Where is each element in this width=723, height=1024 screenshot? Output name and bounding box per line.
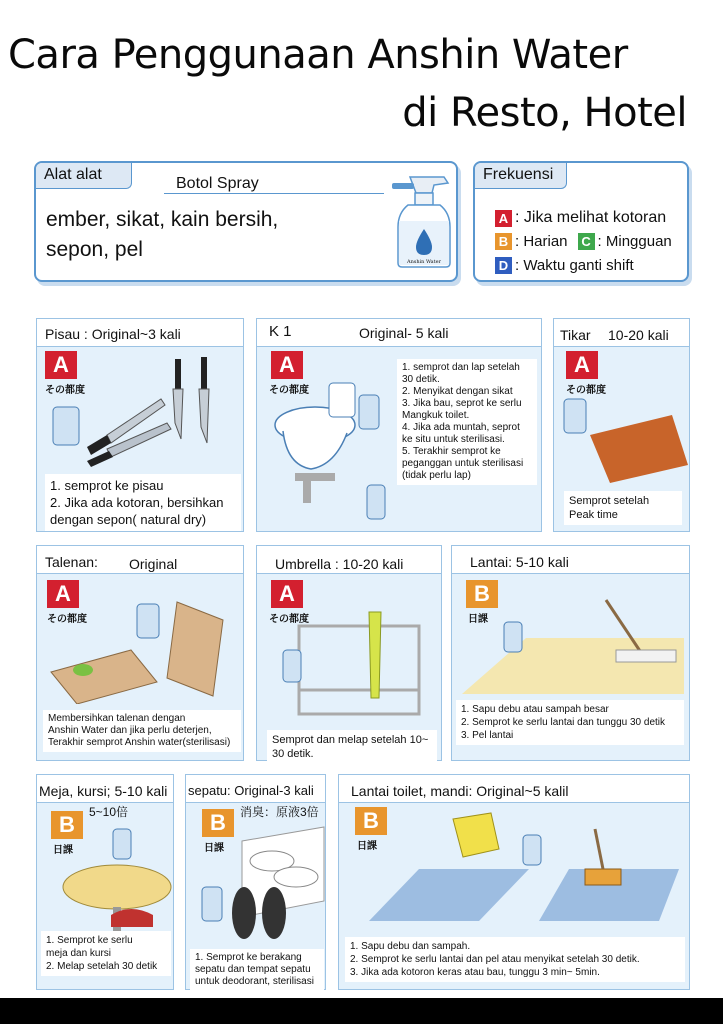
badge-a: A <box>495 210 512 227</box>
badge-b-lantai: B <box>466 580 498 608</box>
spray-label-underline <box>164 193 384 194</box>
card-tikar-title: Tikar <box>560 327 591 343</box>
tools-list <box>46 205 278 265</box>
badge-a-tikar: A <box>566 351 598 379</box>
card-lantai <box>451 545 690 761</box>
card-toilet-title: Lantai toilet, mandi: Original~5 kalil <box>351 783 569 799</box>
frequency-row-d <box>495 257 634 274</box>
jp-label-talenan: その都度 <box>47 614 87 625</box>
badge-a-umbrella: A <box>271 580 303 608</box>
badge-b-sepatu: B <box>202 809 234 837</box>
table-chair-illustration <box>41 823 173 933</box>
card-pisau-text: 1. semprot ke pisau 2. Jika ada kotoran, bersihkan dengan sepon( natural dry) <box>45 474 241 531</box>
jp-label-meja: 日課 <box>53 845 73 856</box>
card-k1 <box>256 318 542 532</box>
card-k1-subtitle: Original- 5 kali <box>359 325 449 341</box>
card-sepatu-title: sepatu: Original-3 kali <box>188 783 314 798</box>
jp-label-pisau: その都度 <box>45 385 85 396</box>
page-title-line2: di Resto, Hotel <box>402 90 687 136</box>
bucket-brush-illustration <box>359 809 685 933</box>
page-title-line1: Cara Penggunaan Anshin Water <box>8 32 628 78</box>
card-toilet-text: 1. Sapu debu dan sampah. 2. Semprot ke serlu lantai dan pel atau menyikat setelah 30 detik. 3. Jika ada kotoron keras atau bau, tunggu 3 min~ 5min. <box>345 937 685 982</box>
card-meja-text: 1. Semprot ke serlu meja dan kursi 2. Melap setelah 30 detik <box>41 931 171 976</box>
badge-a-k1: A <box>271 351 303 379</box>
card-meja-title: Meja, kursi; 5-10 kali <box>39 783 168 799</box>
card-pisau-title: Pisau : Original~3 kali <box>45 326 181 342</box>
cutting-board-illustration <box>47 586 237 704</box>
badge-b-meja: B <box>51 811 83 839</box>
badge-a-pisau: A <box>45 351 77 379</box>
card-lantai-text: 1. Sapu debu atau sampah besar 2. Semprot ke serlu lantai dan tunggu 30 detik 3. Pel lantai <box>456 700 684 745</box>
jp-label-toilet: 日課 <box>357 841 377 852</box>
card-pisau <box>36 318 244 532</box>
jp-label-k1: その都度 <box>269 385 309 396</box>
frequency-d-label: : Waktu ganti shift <box>515 257 634 274</box>
frequency-row-a <box>495 209 666 227</box>
jp-label-umbrella: その都度 <box>269 614 309 625</box>
frequency-b-label: : Harian <box>515 233 568 250</box>
card-sepatu <box>185 774 326 990</box>
card-sepatu-subtitle: 消臭：原液3倍 <box>240 805 319 819</box>
spray-bottle-icon <box>386 171 456 269</box>
tools-header: Alat alat <box>36 163 132 189</box>
card-k1-title: K 1 <box>269 323 292 340</box>
card-sepatu-text: 1. Semprot ke berakang sepatu dan tempat sepatu untuk deodorant, sterilisasi <box>190 949 324 991</box>
frequency-c-label: : Mingguan <box>597 233 672 250</box>
bottom-bar <box>0 998 723 1024</box>
card-toilet <box>338 774 690 990</box>
card-umbrella <box>256 545 442 761</box>
jp-label-sepatu: 日課 <box>204 843 224 854</box>
tools-box <box>34 161 458 282</box>
card-tikar-text: Semprot setelah Peak time <box>564 491 682 525</box>
frequency-a-label: : Jika melihat kotoran <box>515 209 667 226</box>
badge-b-toilet: B <box>355 807 387 835</box>
card-talenan-subtitle: Original <box>129 556 178 572</box>
frequency-header: Frekuensi <box>475 163 567 189</box>
card-talenan <box>36 545 244 761</box>
card-umbrella-title: Umbrella : 10-20 kali <box>275 556 404 572</box>
card-talenan-title: Talenan: <box>45 554 98 570</box>
floor-mop-illustration <box>456 590 686 696</box>
badge-a-talenan: A <box>47 580 79 608</box>
tools-list-line2: sepon, pel <box>46 238 143 261</box>
frequency-row-bc <box>495 233 672 250</box>
toilet-illustration <box>265 353 399 529</box>
umbrella-stand-illustration <box>279 606 439 718</box>
spray-bottle-label: Botol Spray <box>176 175 259 192</box>
tools-list-line1: ember, sikat, kain bersih, <box>46 208 279 231</box>
knife-illustration <box>47 353 237 469</box>
card-tikar-subtitle: 10-20 kali <box>608 327 669 343</box>
card-talenan-text: Membersihkan talenan dengan Anshin Water dan jika perlu deterjen, Terakhir semprot Anshin water(sterilisasi) <box>43 710 241 752</box>
jp-label-tikar: その都度 <box>566 385 606 396</box>
badge-c: C <box>578 233 595 250</box>
card-lantai-title: Lantai: 5-10 kali <box>470 554 569 570</box>
card-k1-text: 1. semprot dan lap setelah 30 detik. 2. Menyikat dengan sikat 3. Jika bau, seprot ke serlu Mangkuk toilet. 4. Jika ada muntah, seprot ke situ untuk sterilisasi. 5. Terakhir semprot ke peganggan untuk sterilisasi (tidak perlu lap) <box>397 359 537 485</box>
shoes-illustration <box>192 821 326 941</box>
mat-illustration <box>560 395 688 485</box>
badge-b: B <box>495 233 512 250</box>
card-meja <box>36 774 174 990</box>
jp-label-lantai: 日課 <box>468 614 488 625</box>
card-meja-subtitle: 5~10倍 <box>89 805 129 819</box>
badge-d: D <box>495 257 512 274</box>
card-tikar <box>553 318 690 532</box>
frequency-box <box>473 161 689 282</box>
bottle-brand-text: Anshin Water <box>406 259 442 265</box>
card-umbrella-text: Semprot dan melap setelah 10~ 30 detik. <box>267 730 437 764</box>
